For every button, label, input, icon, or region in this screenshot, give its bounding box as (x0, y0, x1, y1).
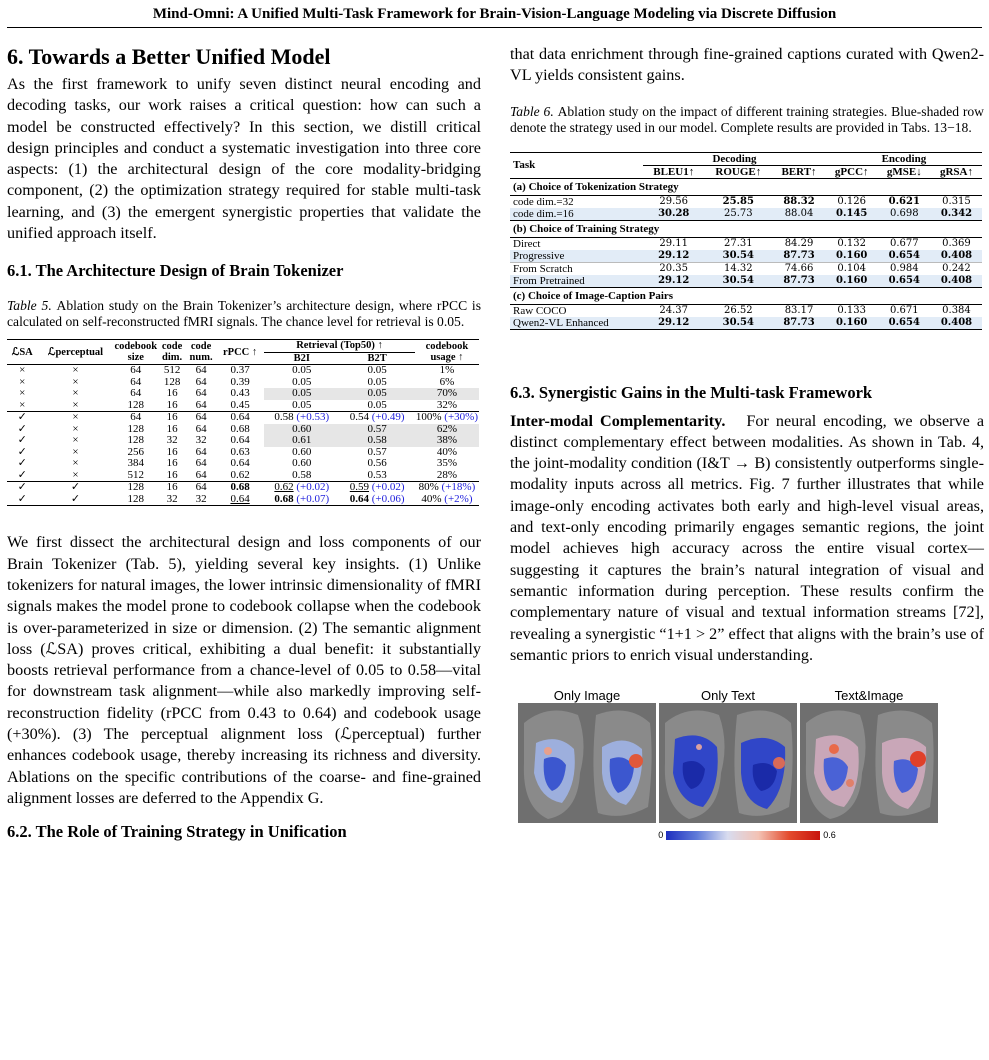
t5-h-cbusage: codebook usage ↑ (425, 340, 469, 364)
table-row: ✓ × 128 32 32 0.64 0.61 0.58 38% (7, 435, 479, 447)
colorbar (510, 830, 984, 840)
colorbar-gradient (666, 831, 820, 840)
panel-label: Text&Image (834, 688, 904, 704)
table-row: ✓ × 384 16 64 0.64 0.60 0.56 35% (17, 457, 458, 470)
brain-panel-image (518, 688, 656, 826)
t5-h-lsa: ℒSA (11, 346, 33, 358)
t5-h-cbsize: codebook size (114, 340, 158, 364)
table5-caption (7, 298, 481, 330)
table-row: ✓ × 128 16 64 0.68 0.60 0.57 62% (7, 424, 479, 436)
t6-h-rouge: ROUGE↑ (715, 165, 762, 178)
table-row: Raw COCO 24.37 26.52 83.17 0.133 0.671 0.384 (513, 304, 971, 317)
figure-7 (510, 688, 984, 840)
table-row: × × 64 128 64 0.39 0.05 0.05 6% (19, 375, 455, 388)
table5-caption-label: Table 5. (7, 298, 52, 314)
t5-h-retrieval: Retrieval (Top50) ↑ (264, 340, 415, 353)
table-row: code dim.=16 30.28 25.73 88.04 0.145 0.698 0.342 (510, 208, 982, 221)
subsection-title-6-1: 6.1. The Architecture Design of Brain Tokenizer (7, 261, 344, 281)
table-5 (7, 339, 479, 506)
table-section-header: (a) Choice of Tokenization Strategy (510, 178, 982, 195)
table-6 (510, 152, 982, 330)
panel-label: Only Image (553, 688, 621, 704)
brain-flatmap (518, 703, 656, 823)
subsection-title-6-3: 6.3. Synergistic Gains in the Multi-task Framework (510, 382, 873, 402)
table5-caption-text: Ablation study on the Brain Tokenizer’s architecture design, where rPCC is calculated on self-reconstructed fMRI signals. The chance level for retrieval is 0.05. (7, 298, 482, 330)
header-rule (7, 27, 982, 28)
table-row: × × 64 16 64 0.43 0.05 0.05 70% (7, 388, 479, 400)
t6-h-bert: BERT↑ (781, 165, 817, 178)
panel-label: Only Text (701, 688, 755, 704)
brain-panel-text (659, 688, 797, 826)
table-row: Qwen2-VL Enhanced 29.12 30.54 87.73 0.160 0.654 0.408 (510, 317, 982, 330)
table-section-header: (b) Choice of Training Strategy (510, 220, 982, 237)
table-row: Progressive 29.12 30.54 87.73 0.160 0.654 0.408 (510, 250, 982, 263)
t6-h-grsa: gRSA↑ (939, 165, 973, 178)
section-title: 6. Towards a Better Unified Model (7, 44, 331, 69)
t5-h-b2i: B2I (293, 352, 310, 364)
t5-h-b2t: B2T (367, 352, 387, 364)
table-row: × × 128 16 64 0.45 0.05 0.05 32% (19, 398, 458, 411)
colorbar-min: 0 (658, 830, 664, 841)
t6-h-encoding: Encoding (826, 152, 982, 165)
t6-h-gpcc: gPCC↑ (834, 165, 869, 178)
table-row: × × 64 512 64 0.37 0.05 0.05 1% (19, 364, 455, 377)
t5-h-codenum: code num. (189, 340, 213, 364)
table6-caption-text: Ablation study on the impact of different training strategies. Blue-shaded row denote the strategy used in our model. Complete results are provided in Tabs. 13−18. (510, 103, 984, 135)
table-section-header: (c) Choice of Image-Caption Pairs (510, 287, 982, 304)
synergy-text: For neural encoding, we observe a distinct complementary effect between modalities. As shown in Tab. 4, the joint-modality condition (I&T → B) consistently outperforms single-modality inputs across all metrics. Fig. 7 further illustrates that while image-only encoding activates both early and high-level visual areas, and text-only encoding primarily engages semantic regions, the joint model achieves high accuracy across the entire visual cortex—suggesting it captures the brain’s natural integration of visual and semantic information during perception. These results confirm the complementary nature of visual and textual information streams [72], revealing a synergistic “1+1 > 2” effect that aligns with the brain’s use of semantic priors to enrich visual understanding. (510, 411, 985, 664)
table6-caption-label: Table 6. (510, 103, 554, 119)
table-row: From Pretrained 29.12 30.54 87.73 0.160 0.654 0.408 (510, 275, 982, 288)
table-row: Direct 29.11 27.31 84.29 0.132 0.677 0.369 (513, 237, 971, 250)
table-row: From Scratch 20.35 14.32 74.66 0.104 0.984 0.242 (510, 262, 982, 275)
brain-flatmap (659, 703, 797, 823)
right-column (510, 44, 984, 840)
t6-h-gmse: gMSE↓ (886, 165, 922, 178)
table6-caption (510, 104, 984, 136)
table-row: code dim.=32 29.56 25.85 88.32 0.126 0.621 0.315 (513, 195, 971, 208)
table-row: ✓ ✓ 128 32 32 0.64 0.68 (+0.07) 0.64 (+0.06) 40% (+2%) (17, 492, 473, 505)
table-row: ✓ × 256 16 64 0.63 0.60 0.57 40% (17, 445, 458, 458)
t6-h-decoding: Decoding (643, 152, 826, 165)
left-column (7, 44, 481, 842)
t5-h-rpcc: rPCC ↑ (223, 346, 258, 358)
intro-paragraph: As the first framework to unify seven distinct neural encoding and decoding tasks, our work raises a critical question: how can such a model be constructed effectively? In this section, we distill critical design principles and conduct a systematic investigation into three core aspects: (1) the architectural design of the core modality-bridging component, (2) the optimization strategy required for stable multi-task learning, and (3) the emergent synergistic properties that validate the unified approach itself. (7, 75, 481, 243)
t6-h-task: Task (513, 159, 536, 172)
continued-paragraph: that data enrichment through fine-grained captions curated with Qwen2-VL yields consistent gains. (510, 45, 984, 85)
colorbar-max: 0.6 (823, 830, 836, 841)
t5-h-codedim: code dim. (161, 340, 183, 364)
table-row: ✓ × 64 16 64 0.64 0.58 (+0.53) 0.54 (+0.49) 100% (+30%) (17, 411, 478, 424)
brain-flatmap (800, 703, 938, 823)
brain-panel-text-image (800, 688, 938, 826)
analysis-paragraph: We first dissect the architectural design and loss components of our Brain Tokenizer (Tab. 5), yielding several key insights. (1) Unlike tokenizers for natural images, the lower intrinsic dimensionality of fMRI signals makes the model prone to codebook collapse when the codebook is over-parameterized in size or dimension. (2) The semantic alignment loss (ℒSA) proves critical, exhibiting a dual benefit: it substantially boosts retrieval performance from a chance-level of 0.05 to 0.58—vital for downstream task alignment—while also markedly improving self-reconstruction fidelity (rPCC from 0.43 to 0.64) and codebook usage (+30%). (3) The perceptual alignment loss (ℒperceptual) further enhances codebook usage, thereby increasing its richness and diversity. Ablations on the specific contributions of the coarse- and fine-grained alignment losses are deferred to the Appendix G. (7, 533, 481, 807)
subsection-title-6-2: 6.2. The Role of Training Strategy in Unification (7, 822, 347, 842)
running-header: Mind-Omni: A Unified Multi-Task Framework for Brain-Vision-Language Modeling via Discrete Diffusion (152, 6, 837, 22)
synergy-paragraph (510, 411, 984, 667)
t6-h-bleu: BLEU1↑ (653, 165, 695, 178)
table-row: ✓ ✓ 128 16 64 0.68 0.62 (+0.02) 0.59 (+0.02) 80% (+18%) (17, 481, 476, 494)
t5-h-lperc: ℒperceptual (47, 346, 104, 358)
table-row: ✓ × 512 16 64 0.62 0.58 0.53 28% (17, 468, 458, 481)
run-in-title: Inter-modal Complementarity. (510, 411, 726, 430)
table6-body (510, 178, 982, 329)
